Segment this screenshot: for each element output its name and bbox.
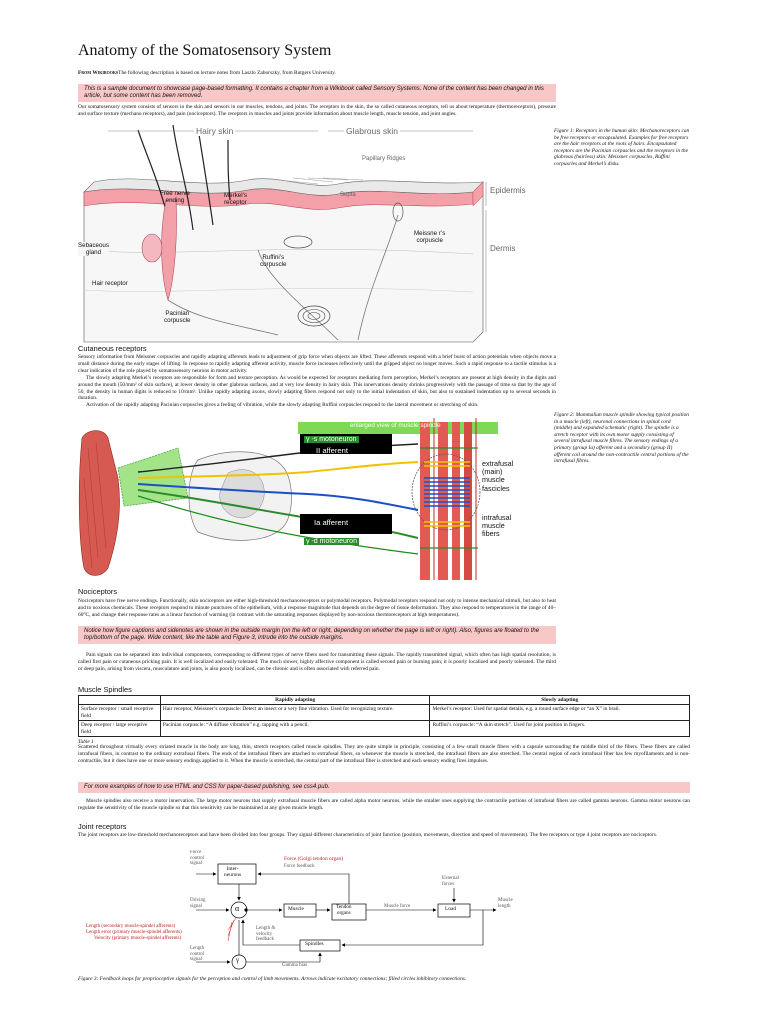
label-alpha: α: [235, 904, 240, 913]
feedback-diagram: [78, 850, 690, 970]
label-ia-afferent: Ia afferent: [314, 518, 349, 527]
label-tendon-organs: Tendon organs: [336, 904, 352, 916]
label-force-golgi: Force (Golgi tendon organ): [284, 856, 344, 862]
label-glabrous-skin: Glabrous skin: [346, 126, 398, 136]
label-load: Load: [445, 906, 457, 912]
table-row: [79, 721, 690, 737]
figure-2-caption: Figure 2: Mammalian muscle spindle showing typical position in a muscle (left), neuronal connections in spinal cord (middle) and expanded schematic (right). The spindle is a stretch receptor with its own motor supply consisting of several intrafusal muscle fibres. The sensory endings of a primary (group Ia) afferent and a secondary (group II) afferent coil around the non-contractile central portions of the intrafusal fibres.: [554, 412, 690, 465]
label-hairy-skin: Hairy skin: [196, 126, 234, 136]
source-label: From Wikibooks: [78, 70, 119, 76]
cutaneous-p1: Sensory information from Meissner corpuscles and rapidly adapting afferents leads to adjustment of grip force when objects are lifted. These afferents respond with a brief burst of action potentials when objects move a small distance during the early stages of lifting. In response to rapidly adapting afferent activity, muscle force increases reflexively until the gripped object no longer moves. Such a rapid response to a tactile stimulus is a clear indication of the role played by somatosensory neurons in motor activity.: [78, 354, 556, 374]
figure-3-caption: Figure 3: Feedback loops for proprioceptive signals for the perception and control of limb movements. Arrows indicate excitatory connections; filled circles inhibitory connections.: [78, 976, 467, 982]
figure-3-feedback-diagram: [78, 850, 690, 970]
label-muscle: Muscle: [288, 906, 304, 912]
cutaneous-p3: Activation of the rapidly adapting Pacinian corpuscles gives a feeling of vibration, while the slowly adapting Ruffini corpuscles respond to the lateral movement or stretching of skin.: [86, 402, 479, 409]
table-cell: Ruffini’s corpuscle: “A skin stretch”. Used for joint position in fingers.: [430, 721, 690, 737]
label-enlarged-view: enlarged view of muscle spindle: [350, 422, 441, 429]
table-1: [78, 695, 690, 737]
label-septa: Septa: [340, 192, 356, 198]
table-cell: Hair receptor, Meissner’s corpuscle: Detect an insect or a very fine vibration. Used for recognizing texture.: [160, 705, 430, 721]
heading-joint-receptors: Joint receptors: [78, 822, 127, 831]
label-intrafusal: intrafusal muscle fibers: [482, 513, 512, 539]
spindles-p2: Muscle spindles also receive a motor innervation. The large motor neurons that supply extrafusal muscle fibers are called alpha motor neurons, while the smaller ones supplying the contractile portions of intrafusal fibers are called gamma neurons. Gamma motor neurons can regulate the sensitivity of the muscle spindle so that this sensitivity can be maintained at any given muscle length.: [78, 798, 690, 811]
table-row: [79, 705, 690, 721]
receptor-table: [78, 695, 690, 746]
cutaneous-p2: The slowly adapting Merkel’s receptors are responsible for form and texture perception. As would be expected for receptors mediating form perception, Merkel’s receptors are present at high density in the digits and around the mouth (50/mm² of skin surface), at lower density in other glabrous surfaces, and at very low density in hairy skin. This innervations density shrinks progressively with the passage of time so that by the age of 50, the density in human digits is reduced to 10/mm². Unlike rapidly adapting axons, slowly adapting fibers respond not only to the initial indentation of skin, but also to sustained indentation up to several seconds in duration.: [78, 374, 556, 402]
spindles-p1: Scattered throughout virtually every striated muscle in the body are long, thin, stretch receptors called muscle spindles. They are quite simple in principle, consisting of a few small muscle fibers with a capsule surrounding the middle third of the fibers. These fibers are called intrafusal fibers, in contrast to the ordinary extrafusal fibers. The ends of the intrafusal fibers are attached to extrafusal fibers, so whenever the muscle is stretched, the intrafusal fibers are also stretched. The central region of each intrafusal fiber has few myofilaments and is non-contractile, but it does have one or more sensory endings applied to it. When the muscle is stretched, the central part of the intrafusal fiber is stretched and each sensory ending fires impulses.: [78, 744, 690, 764]
table-cell: Deep receptor / large receptive field: [79, 721, 161, 737]
page-title: Anatomy of the Somatosensory System: [78, 42, 332, 59]
nociceptors-p1: Nociceptors have free nerve endings. Functionally, skin nociceptors are either high-threshold mechanoreceptors or polymodal receptors. Polymodal receptors respond not only to intense mechanical stimuli, but also to heat and to noxious chemicals. These receptors respond to minute punctures of the epithelium, with a response magnitude that depends on the degree of tissue deformation. They also respond to temperatures in the range of 40–60°C, and change their response rates as a linear function of warming (in contrast with the saturating responses displayed by non-noxious thermoreceptors at high temperatures).: [78, 598, 556, 618]
table-caption: Table 1: [78, 739, 94, 746]
label-dermis: Dermis: [490, 244, 516, 253]
cutaneous-text: [78, 354, 556, 409]
label-gamma-bias: Gamma bias: [282, 963, 308, 968]
figure-1-skin-diagram: [78, 120, 548, 348]
table-header-row: [79, 696, 690, 705]
heading-cutaneous-receptors: Cutaneous receptors: [78, 344, 147, 353]
source-line: [78, 70, 556, 77]
table-cell: Merkel’s receptor: Used for spatial details, e.g. a round surface edge or “an X” in brail.: [430, 705, 690, 721]
table-header-cell: [79, 696, 161, 705]
nociceptors-p2: Pain signals can be separated into individual components, corresponding to different types of nerve fibers used for transmitting these signals. The rapidly transmitted signal, which often has high spatial resolution, is called first pain or cutaneous pricking pain. It is well localized and easily tolerated. The much slower, highly affective component is called second pain or burning pain; it is poorly localized and poorly tolerated. The third or deep pain, arising from viscera, musculature and joints, is also poorly localized, can be chronic and is often associated with referred pain.: [78, 652, 556, 672]
label-velocity: Velocity (primary muscle-spindel afferents): [94, 936, 182, 941]
label-meissners-corpuscle: Meissne r’s corpuscle: [414, 230, 446, 244]
notice-callout: Notice how figure captions and sidenotes are shown in the outside margin (on the left or right, depending on whether the page is left or right). Also, figures are floated to the top/bottom of the page. Wide content, like the table and Figure 3, intrude into the outside margins.: [78, 626, 556, 644]
table-header-cell: Rapidly adapting: [160, 696, 430, 705]
label-gamma-s-motoneuron: γ -s motoneuron: [306, 436, 357, 443]
label-free-nerve-ending: Free nerve ending: [160, 190, 190, 204]
label-hair-receptor: Hair receptor: [92, 280, 128, 287]
label-sebaceous-gland: Sebaceous gland: [78, 242, 109, 256]
heading-nociceptors: Nociceptors: [78, 587, 118, 596]
table-header-cell: Slowly adapting: [430, 696, 690, 705]
label-extrafusal: extrafusal (main) muscle fascicles: [482, 459, 514, 493]
label-driving-signal: Driving signal: [190, 898, 206, 909]
figure-2-muscle-spindle: [78, 418, 548, 580]
label-muscle-force: Muscle force: [384, 904, 411, 909]
skin-illustration: [78, 120, 548, 348]
label-merkels-receptor: Merkel’s receptor: [224, 192, 247, 206]
label-force-control-signal: Force control signal: [190, 850, 205, 867]
label-papillary-ridges: Papillary Ridges: [362, 156, 406, 162]
label-ii-afferent: II afferent: [316, 446, 348, 455]
label-length-error: Length error (primary muscle-spindel afferents): [86, 930, 182, 935]
table-cell: Surface receptor / small receptive field: [79, 705, 161, 721]
joint-p1: The joint receptors are low-threshold mechanoreceptors and have been divided into four groups. They signal different characteristics of joint function (position, movements, direction and speed of movements). The free receptors or type 4 joint receptors are nociceptors.: [78, 832, 658, 838]
table-cell: Pacinian corpuscle: “A diffuse vibration” e.g. tapping with a pencil.: [160, 721, 430, 737]
sample-callout: This is a sample document to showcase page-based formatting. It contains a chapter from a Wikibook called Sensory Systems. None of the content has been changed in this article, but some content has been removed.: [78, 84, 556, 102]
label-spindles: Spindles: [305, 941, 324, 947]
intro-paragraph: Our somatosensory system consists of sensors in the skin and sensors in our muscles, tendons, and joints. The receptors in the skin, the so called cutaneous receptors, tell us about temperature (thermoreceptors), pressure and surface texture (mechano receptors), and pain (nociceptors). The receptors in muscles and joints provide information about muscle length, muscle tension, and joint angles.: [78, 104, 556, 117]
source-text: The following description is based on lecture notes from Laszlo Zaborszky, from Rutgers University.: [118, 70, 336, 76]
label-ruffinis-corpuscle: Ruffini’s corpuscle: [260, 254, 287, 268]
label-length-velocity-feedback: Length & velocity feedback: [256, 926, 276, 943]
label-interneurons: Inter- neurons: [224, 866, 242, 878]
label-pacinian-corpuscle: Pacinian corpuscle: [164, 310, 191, 324]
more-callout: For more examples of how to use HTML and CSS for paper-based publishing, see css4.pub.: [78, 782, 690, 793]
label-epidermis: Epidermis: [490, 186, 526, 195]
figure-1-caption: Figure 1: Receptors in the human skin: Mechanoreceptors can be free receptors or encapsulated. Examples for free receptors are the hair receptors at the roots of hairs. Encapsulated receptors are the Pacinian corpuscles and the receptors in the glabrous (hairless) skin: Meissner corpuscles, Ruffini corpuscles and Merkel’s disks.: [554, 128, 690, 167]
label-muscle-length: Muscle length: [498, 898, 513, 909]
label-length-secondary: Length (secondary muscle-spindel afferents): [86, 924, 176, 929]
label-gamma-d-motoneuron: γ -d motoneuron: [306, 538, 357, 545]
label-external-forces: External forces: [442, 876, 459, 887]
heading-muscle-spindles: Muscle Spindles: [78, 685, 132, 694]
label-gamma: γ: [236, 956, 240, 964]
label-force-feedback: Force feedback: [284, 864, 315, 869]
label-length-control-signal: Length control signal: [190, 946, 205, 963]
